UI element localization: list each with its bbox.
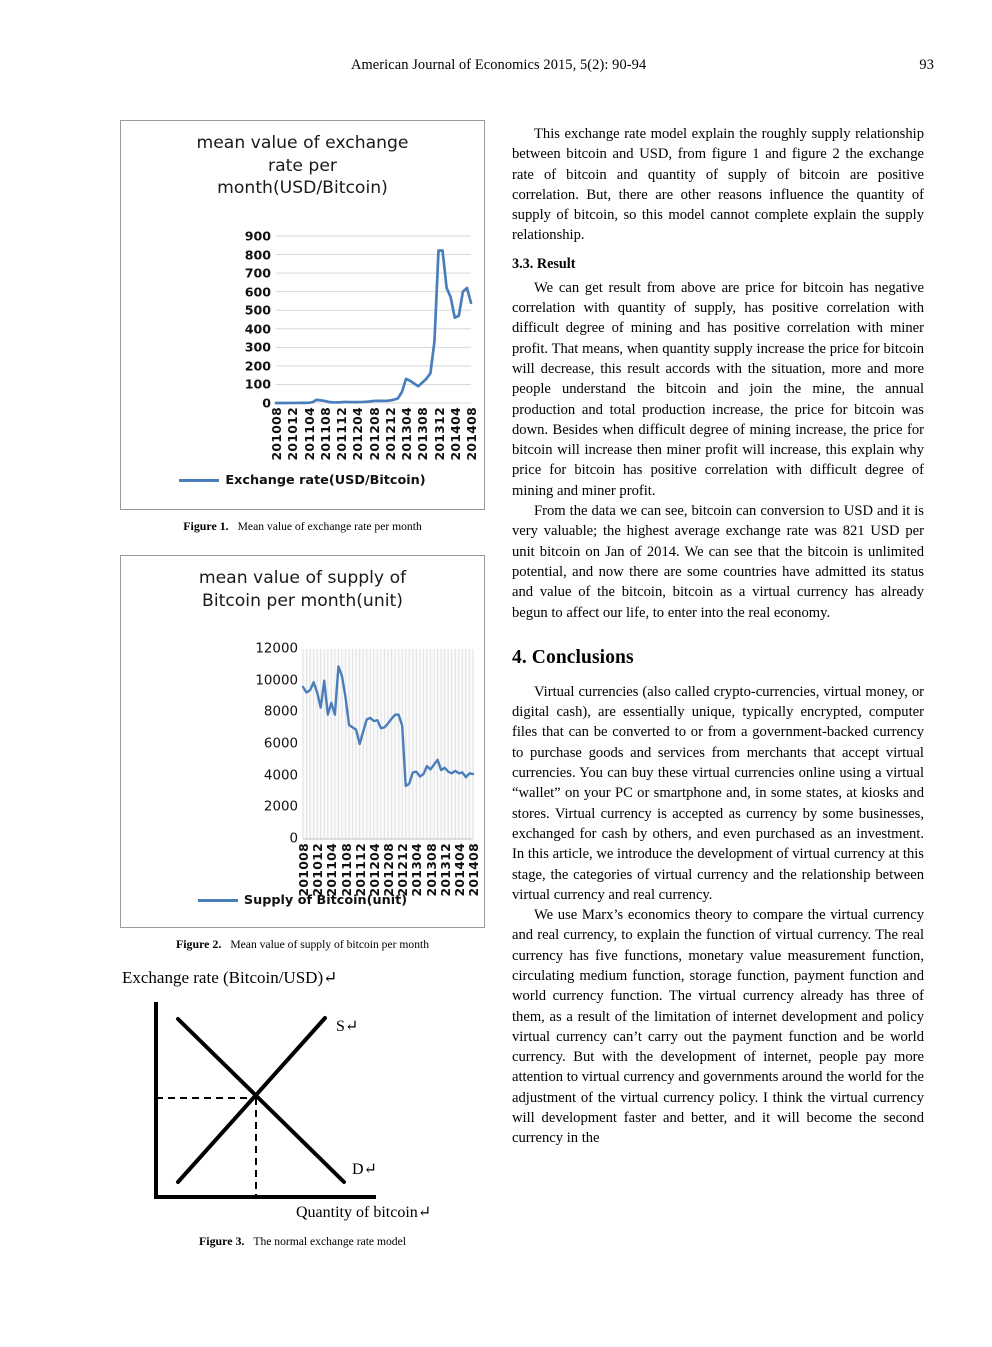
chart2-x-tick-label: 201112 [352, 843, 368, 897]
page-number: 93 [919, 57, 934, 73]
chart1-y-tick-label: 500 [244, 302, 271, 318]
chart1-x-tick-label: 201104 [301, 407, 317, 461]
paragraph-result-1: We can get result from above are price for bitcoin has negative correlation with quantity of supply, has positive correlation with difficult degree of mining and has positive correlation with miner profit. That means, when quantity supply increase the price for bitcoin will decrease, this result accords with the situation, more and more people understand the bitcoin and join the mine, the annual production and total production increase, the price for bitcoin was down. Besides when difficult degree of mining increase, the price for bitcoin will increase then miner profit will increase, this explain why price for bitcoin has positive correlation with difficult degree of mining and miner profit. [512, 279, 924, 499]
figure-1-caption-label: Figure 1. [183, 519, 229, 533]
chart1-y-tick-label: 800 [244, 247, 271, 263]
figure-2-caption-label: Figure 2. [175, 937, 222, 951]
paragraph-result-2: From the data we can see, bitcoin can conversion to USD and it is very valuable; the highest average exchange rate was 821 USD per unit bitcoin on Jan of 2014. We can see that the bitcoin is unlimited potential, and now there are some countries have admitted its status and value of the bitcoin, bitcoin as a virtual currency has already begun to affect our life, to enter into the real economy. [512, 503, 924, 621]
chart1-legend-swatch [179, 479, 219, 482]
chart1-y-tick-label: 200 [244, 358, 271, 374]
chart2-y-tick-label: 6000 [263, 736, 298, 752]
chart2-x-tick-label: 201304 [409, 843, 425, 897]
figure-1-caption-text: Mean value of exchange rate per month [237, 520, 422, 533]
chart2-x-tick-label: 201108 [338, 843, 354, 897]
chart2-y-tick-label: 12000 [255, 641, 298, 657]
chart2-legend-swatch [198, 899, 238, 902]
figure-2-caption-text: Mean value of supply of bitcoin per month [230, 938, 430, 951]
figure-3-y-axis-title: Exchange rate (Bitcoin/USD)↵ [122, 968, 338, 987]
chart2-legend [121, 893, 484, 908]
chart2-x-tick-label: 201008 [296, 843, 311, 897]
left-column [120, 120, 485, 1249]
chart2-x-tick-label: 201408 [466, 843, 481, 897]
chart1-y-tick-label: 300 [244, 339, 271, 355]
chart1-title: mean value of exchange rate per month(USD/Bitcoin) [196, 133, 409, 198]
figure-3-canvas [120, 994, 480, 1229]
chart2-y-tick-label: 10000 [255, 673, 298, 689]
chart1-legend-label: Exchange rate(USD/Bitcoin) [225, 473, 426, 488]
chart2-y-tick-label: 2000 [263, 799, 298, 815]
chart2-line-plot [303, 649, 473, 839]
chart2-x-tick-label: 201012 [310, 843, 326, 897]
figure-3-diagram [120, 968, 485, 1229]
figure-3-caption-text: The normal exchange rate model [253, 1235, 406, 1248]
chart1-x-axis-labels [269, 407, 479, 479]
right-column [512, 124, 924, 1149]
chart1-y-tick-label: 0 [262, 395, 271, 411]
heading-3-3-result: 3.3. Result [512, 255, 576, 272]
chart1-x-tick-label: 201408 [464, 407, 479, 461]
running-head [0, 57, 992, 74]
paragraph-conclusions-2: We use Marx’s economics theory to compare the virtual currency and real currency, to explain the function of virtual currency. The real currency has five functions, monetary value measurement function, circulating medium function, storage function, payment function and world currency function. The virtual currency already has three of them, as a result of the limitation of internet development and policy virtual currency can’t carry out the payment function and be world currency. But with the development of internet, people pay more attention to virtual currency and governments around the world for the adjustment of the virtual currency policy. I think the virtual currency will development faster and better, and it will become the second currency in the [512, 907, 924, 1147]
chart1-x-tick-label: 201212 [382, 407, 398, 461]
chart2-legend-label: Supply of Bitcoin(unit) [243, 893, 408, 908]
chart2-x-tick-label: 201208 [381, 843, 396, 897]
chart2-x-tick-label: 201212 [395, 843, 411, 897]
chart1-x-tick-label: 201404 [447, 407, 463, 461]
chart1-x-tick-label: 201312 [431, 407, 447, 461]
chart1-legend [121, 473, 484, 488]
chart1-plot-area [244, 228, 479, 461]
figure-3-caption-label: Figure 3. [199, 1234, 245, 1248]
supply-demand-svg [120, 994, 480, 1229]
paragraph-model-explanation: This exchange rate model explain the roughly supply relationship between bitcoin and USD, from figure 1 and figure 2 the exchange rate of bitcoin and quantity of supply of bitcoin are positive correlation. But, there are other reasons influence the quantity of supply of bitcoin, so this model cannot complete explain the supply relationship. [512, 126, 924, 244]
chart2-x-tick-label: 201312 [437, 843, 453, 897]
chart1-x-tick-label: 201204 [350, 407, 366, 461]
figure-1-caption [120, 519, 485, 534]
supply-curve-label: S↵ [336, 1018, 359, 1035]
chart1-y-tick-label: 400 [244, 321, 271, 337]
chart2-y-tick-label: 0 [289, 831, 298, 847]
chart1-x-tick-label: 201008 [269, 407, 284, 461]
figure-1-chart [120, 120, 485, 510]
chart1-y-tick-label: 900 [244, 228, 271, 244]
chart1-x-tick-label: 201308 [415, 407, 431, 461]
chart2-title: mean value of supply of Bitcoin per month(unit) [198, 568, 407, 611]
chart2-x-tick-label: 201404 [451, 843, 467, 897]
figure-2-caption [120, 937, 485, 952]
chart1-x-tick-label: 201012 [285, 407, 301, 461]
chart2-x-tick-label: 201308 [423, 843, 439, 897]
figure-3-x-axis-title: Quantity of bitcoin↵ [296, 1204, 432, 1221]
chart1-x-tick-label: 201112 [334, 407, 349, 461]
paragraph-conclusions-1: Virtual currencies (also called crypto-currencies, virtual money, or digital cash), are essentially unique, typically encrypted, computer files that can be converted to or from a government-backed currency to purchase goods and services from merchants that accept virtual currencies. You can buy these virtual currencies online using a virtual “wallet” on your PC or smartphone and, in some states, at kiosks and stores. Virtual currency is accepted as currency by some businesses, exchanged for cash by others, and even purchased as an investment. In this article, we introduce the development of virtual currency at this stage, the categories of virtual currency and the relationship between virtual currency and real currency. [512, 683, 924, 903]
chart2-y-tick-label: 8000 [263, 704, 298, 720]
chart1-x-tick-label: 201208 [366, 407, 382, 461]
chart1-y-tick-label: 700 [244, 265, 271, 281]
journal-citation: American Journal of Economics 2015, 5(2): 90-94 [351, 57, 647, 73]
figure-3-caption [120, 1234, 485, 1249]
chart1-y-tick-label: 100 [244, 376, 271, 392]
demand-curve-label: D↵ [352, 1161, 377, 1178]
chart1-x-tick-label: 201304 [399, 407, 414, 461]
demand-curve [178, 1019, 344, 1182]
figure-2-chart [120, 555, 485, 928]
chart1-y-tick-label: 600 [244, 284, 271, 300]
chart2-x-tick-label: 201204 [366, 843, 382, 897]
chart2-y-tick-label: 4000 [263, 768, 298, 784]
chart1-line-plot [276, 236, 471, 403]
chart2-plot-area [255, 641, 481, 897]
heading-4-conclusions: 4. Conclusions [512, 646, 634, 668]
chart1-x-tick-label: 201108 [317, 407, 333, 461]
chart2-x-tick-label: 201104 [324, 843, 340, 897]
